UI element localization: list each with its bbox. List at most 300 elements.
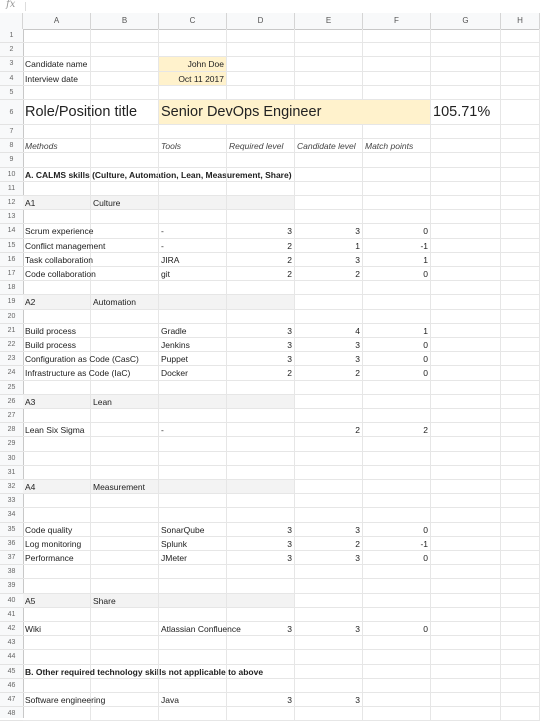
cell-f18[interactable] — [363, 281, 431, 295]
cell-h19[interactable] — [501, 295, 540, 309]
cell-d5[interactable] — [227, 86, 295, 100]
candidate-level-cell[interactable]: 3 — [295, 338, 363, 352]
cell-d44[interactable] — [227, 650, 295, 664]
cell-a48[interactable] — [23, 707, 91, 721]
cell-h15[interactable] — [501, 239, 540, 253]
formula-bar[interactable] — [0, 0, 540, 14]
cell-h41[interactable] — [501, 608, 540, 622]
cell-h28[interactable] — [501, 423, 540, 437]
match-points-cell[interactable]: 0 — [363, 622, 431, 636]
cell-b31[interactable] — [91, 466, 159, 480]
cell-c45[interactable] — [159, 665, 227, 679]
group-a1-name[interactable]: Culture — [91, 196, 159, 210]
match-points-cell[interactable] — [363, 693, 431, 707]
match-points-cell[interactable]: 0 — [363, 366, 431, 380]
cell-e3[interactable] — [295, 57, 363, 71]
cell-d41[interactable] — [227, 608, 295, 622]
cell-h11[interactable] — [501, 182, 540, 196]
required-level-cell[interactable]: 2 — [227, 366, 295, 380]
method-cell[interactable]: Scrum experience — [23, 224, 91, 238]
cell-a39[interactable] — [23, 579, 91, 593]
cell-d29[interactable] — [227, 437, 295, 451]
cell-e45[interactable] — [295, 665, 363, 679]
cell-h33[interactable] — [501, 494, 540, 508]
row-header-14[interactable]: 14 — [0, 224, 23, 238]
cell-a33[interactable] — [23, 494, 91, 508]
cell-g22[interactable] — [431, 338, 501, 352]
cell-h34[interactable] — [501, 508, 540, 522]
cell-b29[interactable] — [91, 437, 159, 451]
cell-h45[interactable] — [501, 665, 540, 679]
cell-h38[interactable] — [501, 565, 540, 579]
row-header-25[interactable]: 25 — [0, 381, 23, 395]
cell-b28[interactable] — [91, 423, 159, 437]
column-header-f[interactable]: F — [363, 13, 431, 29]
cell-h40[interactable] — [501, 594, 540, 608]
role-title-value[interactable]: Senior DevOps Engineer — [159, 100, 431, 125]
cell-c11[interactable] — [159, 182, 227, 196]
cell-e2[interactable] — [295, 43, 363, 57]
cell-b42[interactable] — [91, 622, 159, 636]
row-header-45[interactable]: 45 — [0, 665, 23, 679]
candidate-level-cell[interactable]: 3 — [295, 253, 363, 267]
cell-f46[interactable] — [363, 679, 431, 693]
cell-g30[interactable] — [431, 452, 501, 466]
cell-b35[interactable] — [91, 523, 159, 537]
tool-cell[interactable]: - — [159, 239, 227, 253]
column-header-d[interactable]: D — [227, 13, 295, 29]
required-level-cell[interactable]: 3 — [227, 352, 295, 366]
cell-d7[interactable] — [227, 125, 295, 139]
match-points-cell[interactable]: 0 — [363, 224, 431, 238]
cell-g39[interactable] — [431, 579, 501, 593]
match-points-cell[interactable]: 0 — [363, 551, 431, 565]
cell-b30[interactable] — [91, 452, 159, 466]
cell-f29[interactable] — [363, 437, 431, 451]
cell-g1[interactable] — [431, 29, 501, 43]
row-header-30[interactable]: 30 — [0, 452, 23, 466]
cell-e46[interactable] — [295, 679, 363, 693]
row-header-37[interactable]: 37 — [0, 551, 23, 565]
spreadsheet-grid[interactable] — [23, 29, 540, 718]
row-header-36[interactable]: 36 — [0, 537, 23, 551]
row-header-8[interactable]: 8 — [0, 139, 23, 153]
cell-b34[interactable] — [91, 508, 159, 522]
cell-h29[interactable] — [501, 437, 540, 451]
candidate-name-label[interactable]: Candidate name — [23, 57, 91, 71]
section-b-title[interactable]: B. Other required technology skills not applicable to above — [23, 665, 91, 679]
cell-d12[interactable] — [227, 196, 295, 210]
cell-e40[interactable] — [295, 594, 363, 608]
cell-e10[interactable] — [295, 168, 363, 182]
cell-a29[interactable] — [23, 437, 91, 451]
cell-g3[interactable] — [431, 57, 501, 71]
required-level-cell[interactable]: 3 — [227, 224, 295, 238]
cell-d19[interactable] — [227, 295, 295, 309]
column-header-h[interactable]: H — [501, 13, 540, 29]
column-header-g[interactable]: G — [431, 13, 501, 29]
cell-a34[interactable] — [23, 508, 91, 522]
tool-cell[interactable]: Java — [159, 693, 227, 707]
row-header-3[interactable]: 3 — [0, 57, 23, 71]
cell-g38[interactable] — [431, 565, 501, 579]
cell-f44[interactable] — [363, 650, 431, 664]
cell-f20[interactable] — [363, 310, 431, 324]
cell-g44[interactable] — [431, 650, 501, 664]
cell-e30[interactable] — [295, 452, 363, 466]
cell-e13[interactable] — [295, 210, 363, 224]
row-header-1[interactable]: 1 — [0, 29, 23, 43]
cell-d9[interactable] — [227, 153, 295, 167]
row-header-22[interactable]: 22 — [0, 338, 23, 352]
cell-c46[interactable] — [159, 679, 227, 693]
cell-f34[interactable] — [363, 508, 431, 522]
cell-a46[interactable] — [23, 679, 91, 693]
cell-g19[interactable] — [431, 295, 501, 309]
cell-b18[interactable] — [91, 281, 159, 295]
cell-h27[interactable] — [501, 409, 540, 423]
cell-d1[interactable] — [227, 29, 295, 43]
cell-g28[interactable] — [431, 423, 501, 437]
method-cell[interactable]: Software engineering — [23, 693, 91, 707]
row-header-39[interactable]: 39 — [0, 579, 23, 593]
cell-h16[interactable] — [501, 253, 540, 267]
cell-b38[interactable] — [91, 565, 159, 579]
group-a5-code[interactable]: A5 — [23, 594, 91, 608]
column-header-c[interactable]: C — [159, 13, 227, 29]
cell-d11[interactable] — [227, 182, 295, 196]
cell-g31[interactable] — [431, 466, 501, 480]
cell-b13[interactable] — [91, 210, 159, 224]
required-level-cell[interactable]: 3 — [227, 537, 295, 551]
cell-f2[interactable] — [363, 43, 431, 57]
cell-g8[interactable] — [431, 139, 501, 153]
cell-e20[interactable] — [295, 310, 363, 324]
cell-c32[interactable] — [159, 480, 227, 494]
candidate-level-cell[interactable]: 1 — [295, 239, 363, 253]
tool-cell[interactable]: Jenkins — [159, 338, 227, 352]
cell-c29[interactable] — [159, 437, 227, 451]
group-a4-name[interactable]: Measurement — [91, 480, 159, 494]
cell-h1[interactable] — [501, 29, 540, 43]
row-header-44[interactable]: 44 — [0, 650, 23, 664]
cell-b20[interactable] — [91, 310, 159, 324]
group-a2-code[interactable]: A2 — [23, 295, 91, 309]
cell-b16[interactable] — [91, 253, 159, 267]
cell-f1[interactable] — [363, 29, 431, 43]
cell-b22[interactable] — [91, 338, 159, 352]
cell-b7[interactable] — [91, 125, 159, 139]
cell-g15[interactable] — [431, 239, 501, 253]
candidate-level-cell[interactable]: 4 — [295, 324, 363, 338]
cell-g11[interactable] — [431, 182, 501, 196]
candidate-level-cell[interactable]: 3 — [295, 551, 363, 565]
method-cell[interactable]: Configuration as Code (CasC) — [23, 352, 91, 366]
cell-b25[interactable] — [91, 381, 159, 395]
cell-h43[interactable] — [501, 636, 540, 650]
row-header-9[interactable]: 9 — [0, 153, 23, 167]
cell-a20[interactable] — [23, 310, 91, 324]
cell-h37[interactable] — [501, 551, 540, 565]
cell-f31[interactable] — [363, 466, 431, 480]
cell-a30[interactable] — [23, 452, 91, 466]
cell-h36[interactable] — [501, 537, 540, 551]
cell-a27[interactable] — [23, 409, 91, 423]
cell-c13[interactable] — [159, 210, 227, 224]
cell-b27[interactable] — [91, 409, 159, 423]
group-a3-name[interactable]: Lean — [91, 395, 159, 409]
cell-h23[interactable] — [501, 352, 540, 366]
cell-d10[interactable] — [227, 168, 295, 182]
cell-a1[interactable] — [23, 29, 91, 43]
method-cell[interactable]: Code collaboration — [23, 267, 91, 281]
cell-c48[interactable] — [159, 707, 227, 721]
row-header-4[interactable]: 4 — [0, 72, 23, 86]
cell-f30[interactable] — [363, 452, 431, 466]
row-header-6[interactable]: 6 — [0, 100, 23, 125]
cell-c40[interactable] — [159, 594, 227, 608]
cell-g40[interactable] — [431, 594, 501, 608]
cell-c5[interactable] — [159, 86, 227, 100]
cell-g2[interactable] — [431, 43, 501, 57]
row-header-42[interactable]: 42 — [0, 622, 23, 636]
column-header-b[interactable]: B — [91, 13, 159, 29]
cell-d33[interactable] — [227, 494, 295, 508]
cell-b4[interactable] — [91, 72, 159, 86]
cell-c2[interactable] — [159, 43, 227, 57]
cell-e25[interactable] — [295, 381, 363, 395]
cell-g29[interactable] — [431, 437, 501, 451]
cell-g32[interactable] — [431, 480, 501, 494]
cell-b47[interactable] — [91, 693, 159, 707]
cell-e44[interactable] — [295, 650, 363, 664]
required-level-cell[interactable]: 3 — [227, 324, 295, 338]
cell-b10[interactable] — [91, 168, 159, 182]
method-cell[interactable]: Task collaboration — [23, 253, 91, 267]
header-match-points[interactable]: Match points — [363, 139, 431, 153]
tool-cell[interactable]: Splunk — [159, 537, 227, 551]
row-header-15[interactable]: 15 — [0, 239, 23, 253]
cell-b37[interactable] — [91, 551, 159, 565]
cell-g20[interactable] — [431, 310, 501, 324]
cell-d40[interactable] — [227, 594, 295, 608]
cell-c26[interactable] — [159, 395, 227, 409]
cell-f12[interactable] — [363, 196, 431, 210]
row-header-24[interactable]: 24 — [0, 366, 23, 380]
cell-g42[interactable] — [431, 622, 501, 636]
row-header-18[interactable]: 18 — [0, 281, 23, 295]
cell-g5[interactable] — [431, 86, 501, 100]
cell-g48[interactable] — [431, 707, 501, 721]
match-percent-value[interactable]: 105.71% — [431, 100, 501, 125]
cell-e38[interactable] — [295, 565, 363, 579]
cell-c10[interactable] — [159, 168, 227, 182]
row-header-5[interactable]: 5 — [0, 86, 23, 100]
required-level-cell[interactable]: 3 — [227, 338, 295, 352]
cell-h39[interactable] — [501, 579, 540, 593]
candidate-level-cell[interactable]: 3 — [295, 352, 363, 366]
cell-g25[interactable] — [431, 381, 501, 395]
cell-g10[interactable] — [431, 168, 501, 182]
cell-b11[interactable] — [91, 182, 159, 196]
cell-g4[interactable] — [431, 72, 501, 86]
cell-f27[interactable] — [363, 409, 431, 423]
cell-e48[interactable] — [295, 707, 363, 721]
cell-h14[interactable] — [501, 224, 540, 238]
group-a3-code[interactable]: A3 — [23, 395, 91, 409]
required-level-cell[interactable]: 2 — [227, 267, 295, 281]
cell-d18[interactable] — [227, 281, 295, 295]
tool-cell[interactable]: Atlassian Confluence — [159, 622, 227, 636]
cell-h26[interactable] — [501, 395, 540, 409]
cell-d43[interactable] — [227, 636, 295, 650]
method-cell[interactable]: Conflict management — [23, 239, 91, 253]
cell-h8[interactable] — [501, 139, 540, 153]
cell-b6[interactable] — [91, 100, 159, 125]
cell-d27[interactable] — [227, 409, 295, 423]
cell-g12[interactable] — [431, 196, 501, 210]
cell-c12[interactable] — [159, 196, 227, 210]
cell-e33[interactable] — [295, 494, 363, 508]
candidate-level-cell[interactable]: 2 — [295, 537, 363, 551]
cell-b15[interactable] — [91, 239, 159, 253]
row-header-23[interactable]: 23 — [0, 352, 23, 366]
cell-b33[interactable] — [91, 494, 159, 508]
header-required-level[interactable]: Required level — [227, 139, 295, 153]
row-header-41[interactable]: 41 — [0, 608, 23, 622]
row-header-31[interactable]: 31 — [0, 466, 23, 480]
cell-d34[interactable] — [227, 508, 295, 522]
cell-h25[interactable] — [501, 381, 540, 395]
cell-e27[interactable] — [295, 409, 363, 423]
cell-c1[interactable] — [159, 29, 227, 43]
cell-a5[interactable] — [23, 86, 91, 100]
row-header-21[interactable]: 21 — [0, 324, 23, 338]
cell-a2[interactable] — [23, 43, 91, 57]
cell-b41[interactable] — [91, 608, 159, 622]
cell-g16[interactable] — [431, 253, 501, 267]
cell-h42[interactable] — [501, 622, 540, 636]
cell-d39[interactable] — [227, 579, 295, 593]
cell-g9[interactable] — [431, 153, 501, 167]
cell-d38[interactable] — [227, 565, 295, 579]
cell-e26[interactable] — [295, 395, 363, 409]
cell-h20[interactable] — [501, 310, 540, 324]
cell-h21[interactable] — [501, 324, 540, 338]
cell-c43[interactable] — [159, 636, 227, 650]
tool-cell[interactable]: JMeter — [159, 551, 227, 565]
match-points-cell[interactable]: 1 — [363, 324, 431, 338]
cell-c25[interactable] — [159, 381, 227, 395]
tool-cell[interactable]: Puppet — [159, 352, 227, 366]
cell-c31[interactable] — [159, 466, 227, 480]
cell-h22[interactable] — [501, 338, 540, 352]
header-candidate-level[interactable]: Candidate level — [295, 139, 363, 153]
match-points-cell[interactable]: 1 — [363, 253, 431, 267]
method-cell[interactable]: Performance — [23, 551, 91, 565]
row-header-33[interactable]: 33 — [0, 494, 23, 508]
cell-b14[interactable] — [91, 224, 159, 238]
row-header-26[interactable]: 26 — [0, 395, 23, 409]
cell-f41[interactable] — [363, 608, 431, 622]
group-a2-name[interactable]: Automation — [91, 295, 159, 309]
cell-c39[interactable] — [159, 579, 227, 593]
cell-h3[interactable] — [501, 57, 540, 71]
cell-e12[interactable] — [295, 196, 363, 210]
cell-f3[interactable] — [363, 57, 431, 71]
tool-cell[interactable]: - — [159, 423, 227, 437]
required-level-cell[interactable]: 3 — [227, 523, 295, 537]
cell-f48[interactable] — [363, 707, 431, 721]
cell-g37[interactable] — [431, 551, 501, 565]
candidate-level-cell[interactable]: 3 — [295, 622, 363, 636]
row-header-32[interactable]: 32 — [0, 480, 23, 494]
cell-d26[interactable] — [227, 395, 295, 409]
cell-a38[interactable] — [23, 565, 91, 579]
cell-e7[interactable] — [295, 125, 363, 139]
candidate-level-cell[interactable]: 2 — [295, 267, 363, 281]
cell-d46[interactable] — [227, 679, 295, 693]
required-level-cell[interactable]: 3 — [227, 622, 295, 636]
cell-d20[interactable] — [227, 310, 295, 324]
tool-cell[interactable]: SonarQube — [159, 523, 227, 537]
row-header-34[interactable]: 34 — [0, 508, 23, 522]
cell-b2[interactable] — [91, 43, 159, 57]
match-points-cell[interactable]: -1 — [363, 537, 431, 551]
cell-h6[interactable] — [501, 100, 540, 125]
cell-b43[interactable] — [91, 636, 159, 650]
cell-b45[interactable] — [91, 665, 159, 679]
cell-b1[interactable] — [91, 29, 159, 43]
method-cell[interactable]: Lean Six Sigma — [23, 423, 91, 437]
cell-h35[interactable] — [501, 523, 540, 537]
row-header-2[interactable]: 2 — [0, 43, 23, 57]
cell-f25[interactable] — [363, 381, 431, 395]
cell-a7[interactable] — [23, 125, 91, 139]
cell-c33[interactable] — [159, 494, 227, 508]
cell-e41[interactable] — [295, 608, 363, 622]
candidate-level-cell[interactable]: 2 — [295, 423, 363, 437]
interview-date-label[interactable]: Interview date — [23, 72, 91, 86]
cell-b24[interactable] — [91, 366, 159, 380]
match-points-cell[interactable]: 0 — [363, 352, 431, 366]
cell-f4[interactable] — [363, 72, 431, 86]
cell-g24[interactable] — [431, 366, 501, 380]
row-header-46[interactable]: 46 — [0, 679, 23, 693]
cell-h17[interactable] — [501, 267, 540, 281]
cell-f10[interactable] — [363, 168, 431, 182]
required-level-cell[interactable]: 2 — [227, 253, 295, 267]
row-header-27[interactable]: 27 — [0, 409, 23, 423]
cell-g35[interactable] — [431, 523, 501, 537]
cell-g36[interactable] — [431, 537, 501, 551]
cell-c27[interactable] — [159, 409, 227, 423]
cell-h30[interactable] — [501, 452, 540, 466]
cell-g26[interactable] — [431, 395, 501, 409]
cell-g13[interactable] — [431, 210, 501, 224]
cell-c34[interactable] — [159, 508, 227, 522]
cell-g27[interactable] — [431, 409, 501, 423]
cell-f26[interactable] — [363, 395, 431, 409]
row-header-38[interactable]: 38 — [0, 565, 23, 579]
header-tools[interactable]: Tools — [159, 139, 227, 153]
candidate-name-value[interactable]: John Doe — [159, 57, 227, 71]
tool-cell[interactable]: JIRA — [159, 253, 227, 267]
cell-f19[interactable] — [363, 295, 431, 309]
cell-a41[interactable] — [23, 608, 91, 622]
cell-g33[interactable] — [431, 494, 501, 508]
cell-d48[interactable] — [227, 707, 295, 721]
